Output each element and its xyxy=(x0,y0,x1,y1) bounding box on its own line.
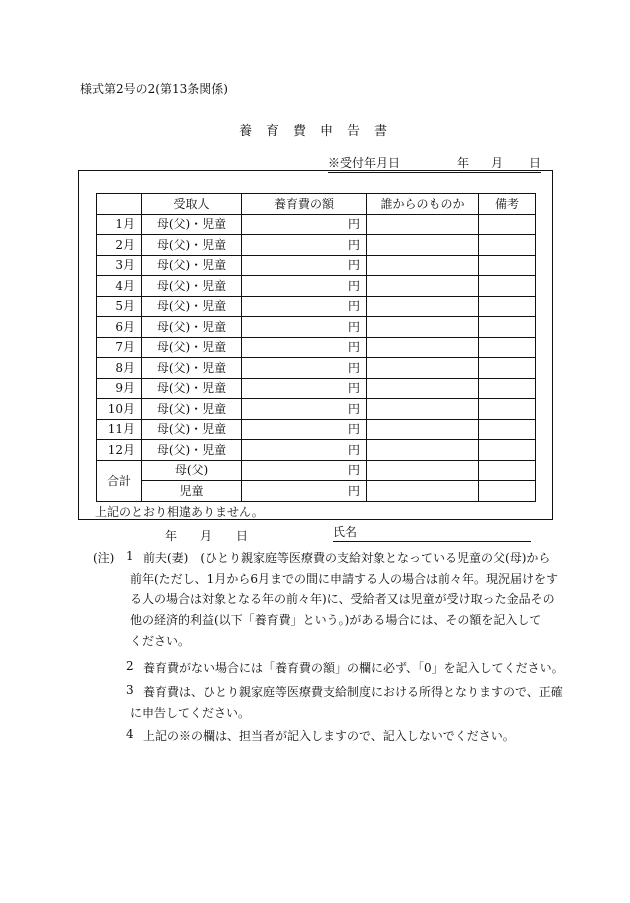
table-row xyxy=(97,255,536,276)
note-text-line: 養育費がない場合には「養育費の額」の欄に必ず、「0」を記入してください。 xyxy=(143,661,564,675)
document-title: 養育費申告書 xyxy=(238,124,401,139)
table-header-row xyxy=(97,194,536,215)
reception-label: ※受付年月日 xyxy=(328,156,401,170)
header-remarks: 備考 xyxy=(479,194,536,215)
month-cell: 8月 xyxy=(97,358,142,379)
note-number: 1 xyxy=(126,549,134,563)
month-cell: 7月 xyxy=(97,337,142,358)
recipient-cell: 母(父)・児童 xyxy=(142,296,242,317)
name-field[interactable] xyxy=(333,525,531,542)
header-recipient: 受取人 xyxy=(142,194,242,215)
month-cell: 4月 xyxy=(97,276,142,297)
note-text-line: 上記の※の欄は、担当者が記入しますので、記入しないでください。 xyxy=(143,729,515,743)
amount-cell[interactable]: 円 xyxy=(242,440,367,461)
recipient-cell: 母(父)・児童 xyxy=(142,276,242,297)
amount-cell[interactable]: 円 xyxy=(242,214,367,235)
monthly-rows xyxy=(97,214,536,501)
amount-cell[interactable]: 円 xyxy=(242,296,367,317)
reception-day-label: 日 xyxy=(529,156,542,170)
reception-year-label: 年 xyxy=(457,156,470,170)
note-text-line: 他の経済的利益(以下「養育費」という。)がある場合には、その額を記入して xyxy=(130,613,542,628)
form-number: 様式第2号の2(第13条関係) xyxy=(80,82,228,96)
recipient-cell: 母(父)・児童 xyxy=(142,255,242,276)
note-text-line: 前年(ただし、1月から6月までの間に申請する人の場合は前々年。現況届けをす xyxy=(130,571,558,586)
recipient-cell: 母(父)・児童 xyxy=(142,235,242,256)
note-text-line: に申告してください。 xyxy=(130,705,251,720)
month-cell: 3月 xyxy=(97,255,142,276)
amount-cell[interactable]: 円 xyxy=(242,337,367,358)
remarks-cell[interactable] xyxy=(479,235,536,256)
total-payer-cell[interactable] xyxy=(367,460,479,481)
payer-cell[interactable] xyxy=(367,378,479,399)
remarks-cell[interactable] xyxy=(479,378,536,399)
header-month xyxy=(97,194,142,215)
amount-cell[interactable]: 円 xyxy=(242,235,367,256)
payer-cell[interactable] xyxy=(367,440,479,461)
payer-cell[interactable] xyxy=(367,337,479,358)
reception-month-label: 月 xyxy=(491,156,504,170)
total-amount-cell[interactable]: 円 xyxy=(242,481,367,502)
confirmation-text: 上記のとおり相違ありません。 xyxy=(95,505,264,519)
remarks-cell[interactable] xyxy=(479,317,536,338)
payer-cell[interactable] xyxy=(367,255,479,276)
table-row xyxy=(97,235,536,256)
signature-year-label: 年 xyxy=(165,529,178,543)
table-row xyxy=(97,399,536,420)
total-payer-cell[interactable] xyxy=(367,481,479,502)
payer-cell[interactable] xyxy=(367,276,479,297)
payer-cell[interactable] xyxy=(367,358,479,379)
name-label: 氏名 xyxy=(333,525,358,539)
table-row xyxy=(97,440,536,461)
remarks-cell[interactable] xyxy=(479,358,536,379)
payer-cell[interactable] xyxy=(367,296,479,317)
table-row xyxy=(97,276,536,297)
signature-day-label: 日 xyxy=(236,529,249,543)
amount-cell[interactable]: 円 xyxy=(242,399,367,420)
total-remarks-cell[interactable] xyxy=(479,481,536,502)
recipient-cell: 母(父)・児童 xyxy=(142,337,242,358)
table-row xyxy=(97,214,536,235)
remarks-cell[interactable] xyxy=(479,337,536,358)
recipient-cell: 母(父)・児童 xyxy=(142,378,242,399)
note-text-line: 前夫(妻) (ひとり親家庭等医療費の支給対象となっている児童の父(母)から xyxy=(143,551,551,565)
amount-cell[interactable]: 円 xyxy=(242,317,367,338)
month-cell: 1月 xyxy=(97,214,142,235)
remarks-cell[interactable] xyxy=(479,214,536,235)
amount-cell[interactable]: 円 xyxy=(242,419,367,440)
note-number: 3 xyxy=(126,683,134,697)
remarks-cell[interactable] xyxy=(479,255,536,276)
remarks-cell[interactable] xyxy=(479,296,536,317)
payer-cell[interactable] xyxy=(367,399,479,420)
month-cell: 6月 xyxy=(97,317,142,338)
month-cell: 11月 xyxy=(97,419,142,440)
note-text-line: 養育費は、ひとり親家庭等医療費支給制度における所得となりますので、正確 xyxy=(143,685,563,699)
note-text-line: る人の場合は対象となる年の前々年)に、受給者又は児童が受け取った金品その xyxy=(130,592,555,607)
header-payer: 誰からのものか xyxy=(367,194,479,215)
table-row xyxy=(97,337,536,358)
month-cell: 9月 xyxy=(97,378,142,399)
total-recipient-cell: 母(父) xyxy=(142,460,242,481)
total-row xyxy=(97,481,536,502)
total-remarks-cell[interactable] xyxy=(479,460,536,481)
notes-heading: (注) xyxy=(93,551,115,565)
recipient-cell: 母(父)・児童 xyxy=(142,440,242,461)
total-label: 合計 xyxy=(97,460,142,501)
recipient-cell: 母(父)・児童 xyxy=(142,358,242,379)
note-text-line: ください。 xyxy=(130,633,191,648)
month-cell: 12月 xyxy=(97,440,142,461)
note-number: 2 xyxy=(126,659,134,673)
recipient-cell: 母(父)・児童 xyxy=(142,317,242,338)
table-row xyxy=(97,419,536,440)
recipient-cell: 母(父)・児童 xyxy=(142,399,242,420)
amount-cell[interactable]: 円 xyxy=(242,276,367,297)
total-row xyxy=(97,460,536,481)
remarks-cell[interactable] xyxy=(479,399,536,420)
month-cell: 2月 xyxy=(97,235,142,256)
header-amount: 養育費の額 xyxy=(242,194,367,215)
table-row xyxy=(97,358,536,379)
recipient-cell: 母(父)・児童 xyxy=(142,214,242,235)
month-cell: 5月 xyxy=(97,296,142,317)
total-amount-cell[interactable]: 円 xyxy=(242,460,367,481)
month-cell: 10月 xyxy=(97,399,142,420)
remarks-cell[interactable] xyxy=(479,419,536,440)
remarks-cell[interactable] xyxy=(479,276,536,297)
total-recipient-cell: 児童 xyxy=(142,481,242,502)
child-support-table xyxy=(96,193,536,502)
note-number: 4 xyxy=(126,727,134,741)
recipient-cell: 母(父)・児童 xyxy=(142,419,242,440)
remarks-cell[interactable] xyxy=(479,440,536,461)
amount-cell[interactable]: 円 xyxy=(242,255,367,276)
table-row xyxy=(97,378,536,399)
amount-cell[interactable]: 円 xyxy=(242,378,367,399)
payer-cell[interactable] xyxy=(367,214,479,235)
amount-cell[interactable]: 円 xyxy=(242,358,367,379)
table-row xyxy=(97,317,536,338)
payer-cell[interactable] xyxy=(367,317,479,338)
payer-cell[interactable] xyxy=(367,419,479,440)
signature-month-label: 月 xyxy=(200,529,213,543)
table-row xyxy=(97,296,536,317)
payer-cell[interactable] xyxy=(367,235,479,256)
